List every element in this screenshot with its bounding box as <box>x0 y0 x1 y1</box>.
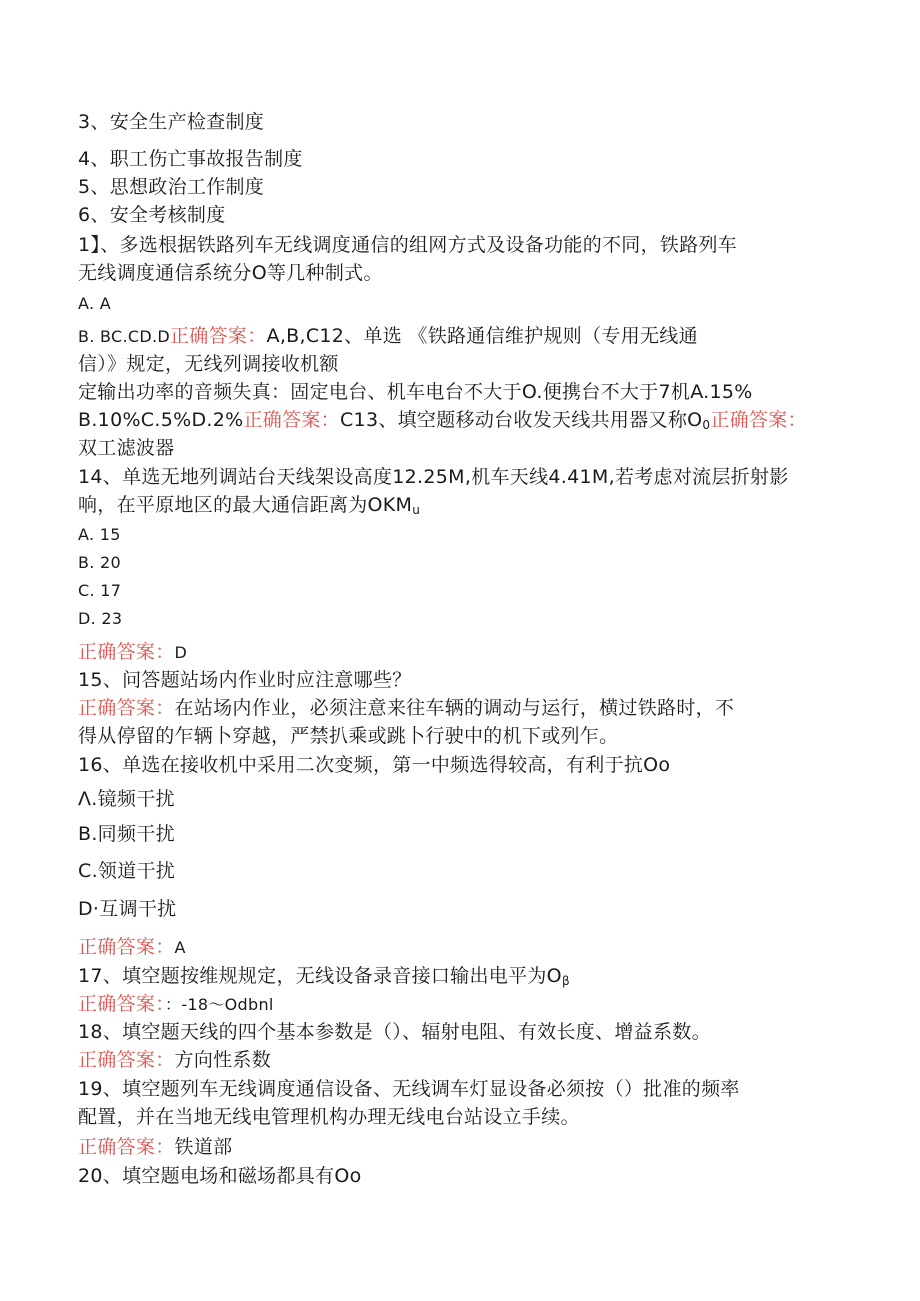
subscript: β <box>561 974 570 988</box>
question-14-line-1: 14、单选无地列调站台天线架设高度12.25M,机车天线4.41M,若考虑对流层折射影 <box>78 466 789 488</box>
question-15: 15、问答题站场内作业时应注意哪些？ <box>78 669 412 691</box>
answer-value: A <box>174 938 186 957</box>
rule-item-6: 6、安全考核制度 <box>78 204 226 226</box>
subscript: 0 <box>702 418 711 432</box>
question-14-option-d: D. 23 <box>78 609 123 628</box>
question-14-option-b: B. 20 <box>78 553 122 572</box>
question-16-option-c: C.领道干扰 <box>78 860 176 882</box>
answer-label: 正确答案： <box>78 993 166 1015</box>
answer-label: 正确答案： <box>78 1049 175 1071</box>
answer-value: D <box>174 643 188 662</box>
question-19-answer <box>78 1133 232 1161</box>
answer-label: 正确答案： <box>78 641 175 663</box>
question-13-line-1 <box>78 406 807 439</box>
answer-value: 方向性系数 <box>174 1049 272 1071</box>
question-13-text: C13、填空题移动台收发天线共用器又称O <box>339 409 703 431</box>
rule-item-3: 3、安全生产检查制度 <box>78 111 265 133</box>
rule-item-4: 4、职工伤亡事故报告制度 <box>78 148 303 170</box>
answer-label: 正确答案： <box>78 936 175 958</box>
question-13-answer: 双工滤波器 <box>78 437 175 459</box>
question-14-option-c: C. 17 <box>78 581 122 600</box>
question-11-line-1: 1】、多选根据铁路列车无线调度通信的组网方式及设备功能的不同，铁路列车 <box>78 234 738 256</box>
question-20: 20、填空题电场和磁场都具有Oo <box>78 1165 362 1187</box>
answer-label: 正确答案： <box>170 325 267 347</box>
question-11-option-a: A. A <box>78 294 111 313</box>
question-12-text: A,B,C12、单选 《铁路通信维护规则（专用无线通 <box>266 325 698 347</box>
question-16-answer <box>78 933 186 962</box>
answer-label: 正确答案： <box>710 409 807 431</box>
question-16: 16、单选在接收机中采用二次变频，第一中频选得较高，有利于抗Oo <box>78 754 671 776</box>
question-14-text: 响，在平原地区的最大通信距离为OKM <box>78 494 413 516</box>
question-12-options: B. BC.CD.D <box>78 327 170 346</box>
question-19-line-1: 19、填空题列车无线调度通信设备、无线调车灯显设备必须按（）批准的频率 <box>78 1078 740 1100</box>
question-17-text: 17、填空题按维规规定，无线设备录音接口输出电平为O <box>78 965 562 987</box>
question-12-line-1 <box>78 322 698 351</box>
question-18-answer <box>78 1046 271 1074</box>
rule-item-5: 5、思想政治工作制度 <box>78 176 265 198</box>
question-11-line-2: 无线调度通信系统分O等几种制式。 <box>78 262 383 284</box>
question-12-line-3: 定输出功率的音频失真：固定电台、机车电台不大于O.便携台不大于7机A.15% <box>78 381 753 403</box>
question-18: 18、填空题天线的四个基本参数是（）、辐射电阻、有效长度、增益系数。 <box>78 1021 711 1043</box>
subscript: u <box>412 503 421 517</box>
question-16-option-a: Λ.镜频干扰 <box>78 788 175 810</box>
question-14-answer <box>78 638 187 667</box>
question-15-answer-line-1 <box>78 694 734 722</box>
answer-label: 正确答案： <box>243 409 340 431</box>
question-16-option-d: D·互调干扰 <box>78 898 177 920</box>
answer-value: ：-18～Odbnl <box>165 995 274 1014</box>
answer-label: 正确答案： <box>78 697 175 719</box>
question-16-option-b: B.同频干扰 <box>78 823 175 845</box>
question-14-option-a: A. 15 <box>78 525 121 544</box>
question-19-line-2: 配置，并在当地无线电管理机构办理无线电台站设立手续。 <box>78 1106 580 1128</box>
question-12-options-2: B.10%C.5%D.2% <box>78 409 244 431</box>
answer-label: 正确答案： <box>78 1136 175 1158</box>
question-17-answer <box>78 990 274 1019</box>
answer-value: 在站场内作业，必须注意来往车辆的调动与运行，横过铁路时，不 <box>174 697 735 719</box>
question-15-answer-line-2: 得从停留的乍辆卜穿越，严禁扒乘或跳卜行驶中的机下或列乍。 <box>78 725 619 747</box>
question-12-line-2: 信）》规定，无线列调接收机额 <box>78 353 339 375</box>
answer-value: 铁道部 <box>174 1136 233 1158</box>
question-14-line-2 <box>78 491 420 524</box>
